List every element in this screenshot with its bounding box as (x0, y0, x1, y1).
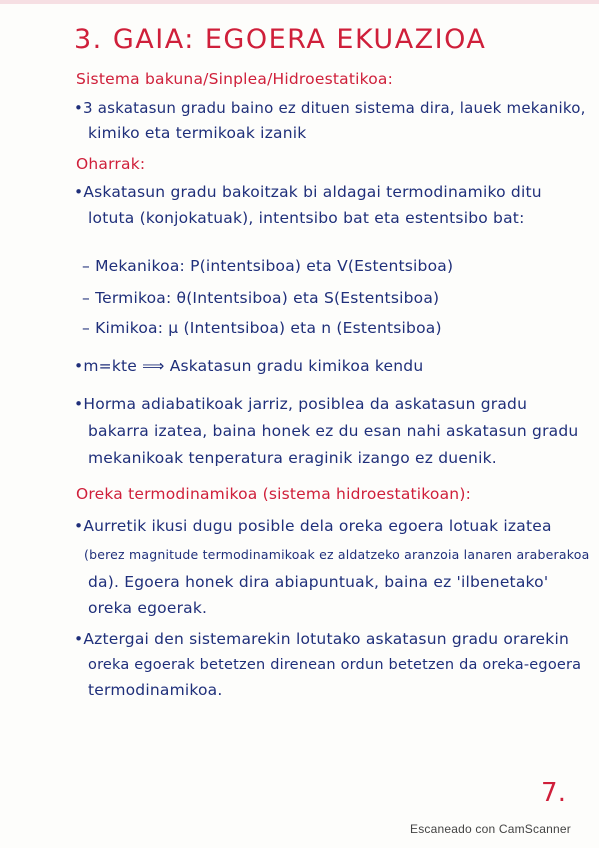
text-line: oreka egoerak betetzen direnean ordun betetzen da oreka-egoera (88, 657, 582, 673)
text-line: bakarra izatea, baina honek ez du esan nahi askatasun gradu (88, 422, 579, 440)
text-line: •Horma adiabatikoak jarriz, posiblea da askatasun gradu (74, 395, 528, 413)
text-line: •3 askatasun gradu baino ez dituen sistema dira, lauek mekaniko, (74, 99, 586, 117)
text-line: •Askatasun gradu bakoitzak bi aldagai termodinamiko ditu (74, 183, 542, 201)
section-heading-simple-system: Sistema bakuna/Sinplea/Hidroestatikoa: (76, 70, 394, 88)
page-title: 3. GAIA: EGOERA EKUAZIOA (74, 24, 487, 55)
scanner-watermark: Escaneado con CamScanner (410, 822, 571, 836)
list-item: – Mekanikoa: P(intentsiboa) eta V(Estentsiboa) (82, 257, 454, 275)
top-edge (0, 0, 599, 4)
page-number: 7. (541, 778, 567, 808)
text-line: mekanikoak tenperatura eraginik izango ez duenik. (88, 449, 497, 467)
list-item: – Termikoa: θ(Intentsiboa) eta S(Estentsiboa) (82, 289, 440, 307)
section-heading-equilibrium: Oreka termodinamikoa (sistema hidroestatikoan): (76, 485, 471, 503)
text-line: (berez magnitude termodinamikoak ez aldatzeko aranzoia lanaren araberakoa (84, 547, 590, 562)
text-line: •Aurretik ikusi dugu posible dela oreka egoera lotuak izatea (74, 517, 552, 535)
section-heading-notes: Oharrak: (76, 155, 146, 173)
text-line: kimiko eta termikoak izanik (88, 124, 307, 142)
list-item: – Kimikoa: μ (Intentsiboa) eta n (Estentsiboa) (82, 319, 442, 337)
text-line: termodinamikoa. (88, 681, 223, 699)
text-line: •m=kte ⟹ Askatasun gradu kimikoa kendu (74, 357, 424, 375)
text-line: lotuta (konjokatuak), intentsibo bat eta estentsibo bat: (88, 209, 525, 227)
text-line: oreka egoerak. (88, 599, 208, 617)
text-line: da). Egoera honek dira abiapuntuak, baina ez 'ilbenetako' (88, 573, 549, 591)
text-line: •Aztergai den sistemarekin lotutako askatasun gradu orarekin (74, 630, 569, 648)
